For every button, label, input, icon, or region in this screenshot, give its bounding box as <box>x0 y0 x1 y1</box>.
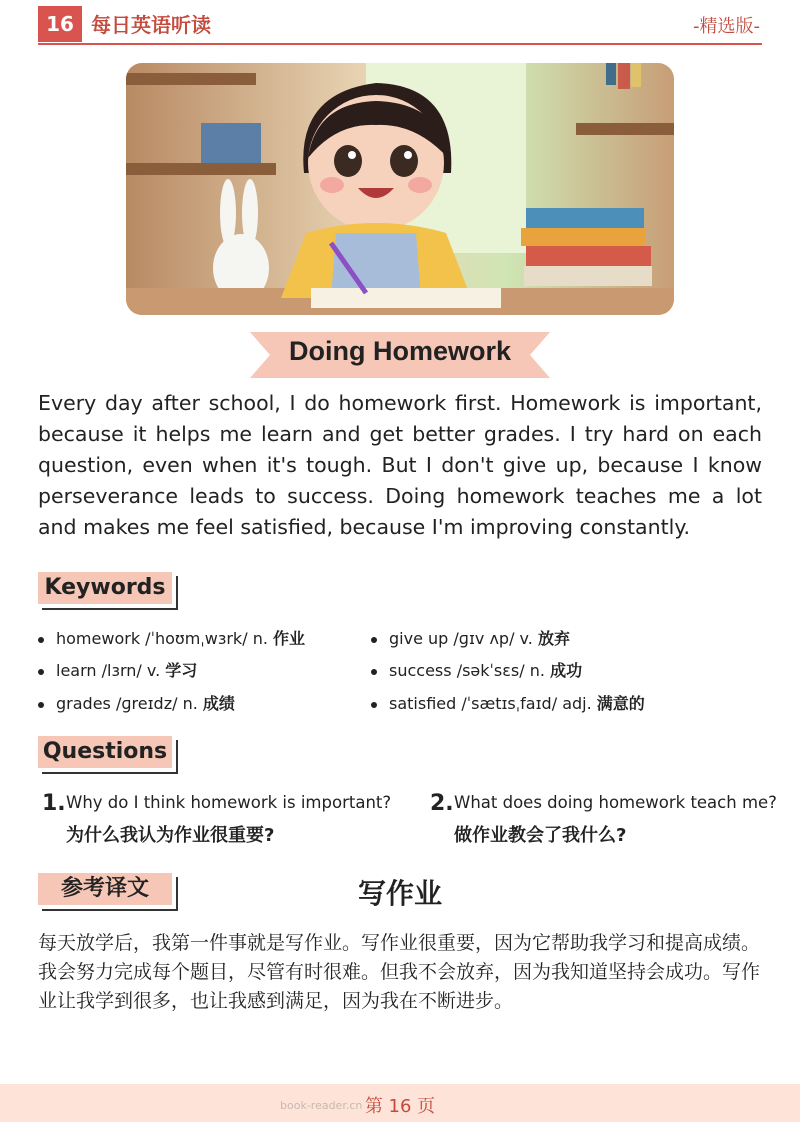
edition-label: -精选版- <box>693 16 760 37</box>
header-divider <box>38 43 762 45</box>
keyword-item: success /səkˈsɛs/ n. 成功 <box>371 658 582 681</box>
keyword-item: grades /ɡreɪdz/ n. 成绩 <box>38 691 235 714</box>
question-english: What does doing homework teach me? <box>454 793 777 812</box>
question-chinese: 为什么我认为作业很重要? <box>66 825 275 846</box>
bullet-icon <box>371 702 377 708</box>
keyword-item: give up /ɡɪv ʌp/ v. 放弃 <box>371 626 570 649</box>
question-chinese: 做作业教会了我什么? <box>454 825 627 846</box>
page-number-badge: 16 <box>38 6 82 42</box>
bullet-icon <box>38 669 44 675</box>
footer-page-number: 第 16 页 <box>364 1096 436 1117</box>
keyword-item: satisfied /ˈsætɪsˌfaɪd/ adj. 满意的 <box>371 691 645 714</box>
keyword-item: homework /ˈhoʊmˌwɜrk/ n. 作业 <box>38 626 305 649</box>
chinese-translation: 每天放学后，我第一件事就是写作业。写作业很重要，因为它帮助我学习和提高成绩。我会努力完成每个题目，尽管有时很难。但我不会放弃，因为我知道坚持会成功。写作业让我学到很多，也让我感到满足，因为我在不断进步。 <box>38 932 761 1012</box>
bullet-icon <box>38 702 44 708</box>
question-number: 2. <box>430 791 454 816</box>
translation-heading <box>38 873 178 907</box>
question-number: 1. <box>42 791 66 816</box>
story-title: Doing Homework <box>288 336 511 366</box>
translation-title: 写作业 <box>357 877 442 910</box>
keywords-heading <box>38 572 178 606</box>
bullet-icon <box>38 637 44 643</box>
footer-watermark: book-reader.cn <box>280 1099 363 1112</box>
bullet-icon <box>371 637 377 643</box>
english-passage: Every day after school, I do homework first. Homework is important, because it helps me learn and get better grades. I try hard on each question, even when it's tough. But I don't give up, because I know perseverance leads to success. Doing homework teaches me a lot and makes me feel satisfied, because I'm improving constantly. <box>38 391 762 539</box>
question-english: Why do I think homework is important? <box>66 793 392 812</box>
keyword-item: learn /lɜrn/ v. 学习 <box>38 658 197 681</box>
translation-label: 参考译文 <box>60 876 149 901</box>
keywords-label: Keywords <box>44 575 166 600</box>
bullet-icon <box>371 669 377 675</box>
series-title: 每日英语听读 <box>91 13 211 37</box>
cover-illustration <box>126 63 674 315</box>
questions-heading <box>38 736 178 770</box>
questions-label: Questions <box>42 739 168 764</box>
